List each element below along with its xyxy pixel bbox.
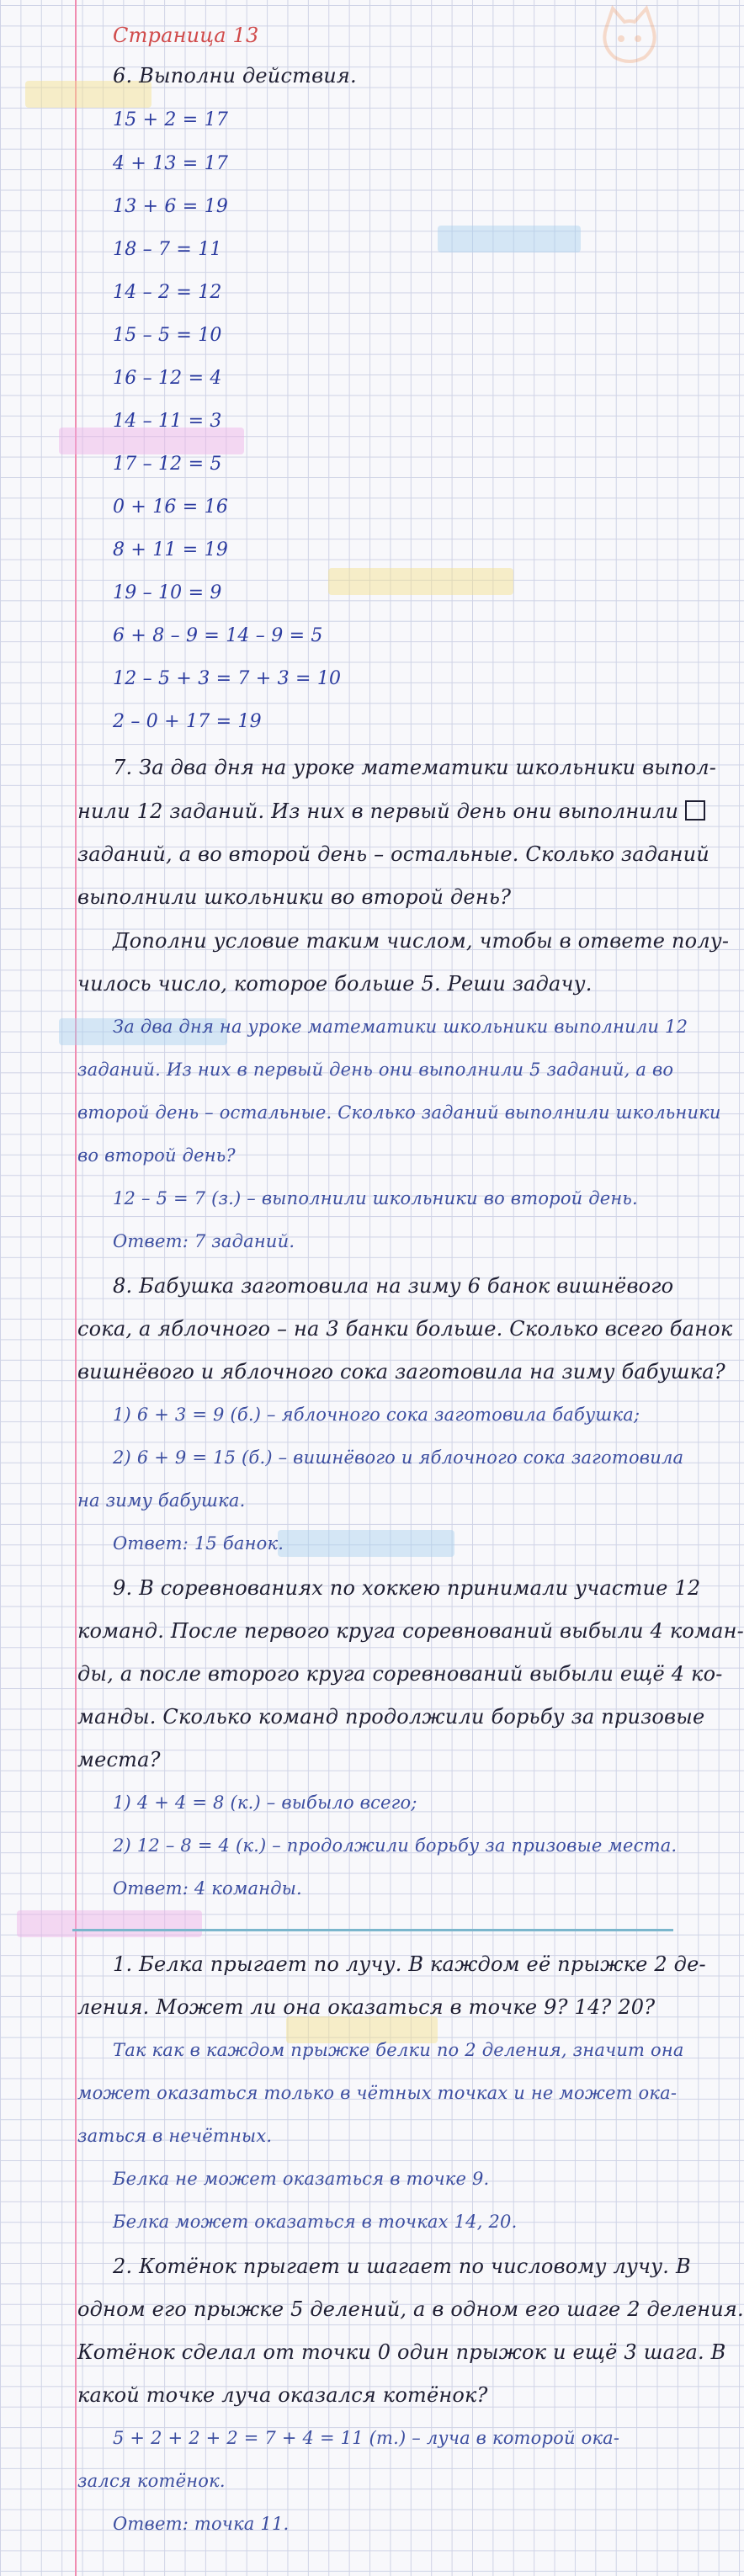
watermark-highlight bbox=[278, 1530, 454, 1557]
expression: 15 + 2 = 17 bbox=[113, 109, 229, 130]
section-2-task-2-text: одном его прыжке 5 делений, а в одном его шаге 2 деления. bbox=[77, 2297, 744, 2321]
task-8-step: на зиму бабушка. bbox=[77, 1490, 246, 1511]
section-2-task-1-solution: заться в нечётных. bbox=[77, 2126, 273, 2146]
section-divider bbox=[72, 1929, 673, 1931]
task-7-solution: во второй день? bbox=[77, 1145, 236, 1166]
answer-blank-box bbox=[685, 800, 705, 821]
expression: 12 – 5 + 3 = 7 + 3 = 10 bbox=[113, 668, 342, 689]
expression: 18 – 7 = 11 bbox=[113, 239, 222, 260]
task-8-step: 2) 6 + 9 = 15 (б.) – вишнёвого и яблочного сока заготовила bbox=[113, 1447, 684, 1468]
task-8-step: 1) 6 + 3 = 9 (б.) – яблочного сока заготовила бабушка; bbox=[113, 1405, 640, 1425]
task-8-answer: Ответ: 15 банок. bbox=[113, 1533, 284, 1554]
watermark-highlight bbox=[328, 568, 513, 595]
task-7-text: чилось число, которое больше 5. Реши задачу. bbox=[77, 972, 593, 996]
task-9-answer: Ответ: 4 команды. bbox=[113, 1878, 302, 1899]
section-2-task-1-conclusion: Белка может оказаться в точках 14, 20. bbox=[113, 2212, 518, 2232]
task-8-text: сока, а яблочного – на 3 банки больше. Сколько всего банок bbox=[77, 1317, 733, 1341]
section-2-task-2-text: 2. Котёнок прыгает и шагает по числовому лучу. В bbox=[113, 2255, 691, 2278]
section-2-task-1-solution: Так как в каждом прыжке белки по 2 деления, значит она bbox=[113, 2040, 684, 2060]
section-2-task-2-answer: Ответ: точка 11. bbox=[113, 2514, 290, 2534]
page-title: Страница 13 bbox=[113, 24, 259, 47]
section-2-task-2-solution: зался котёнок. bbox=[77, 2471, 226, 2491]
watermark-highlight bbox=[438, 226, 581, 252]
expression: 6 + 8 – 9 = 14 – 9 = 5 bbox=[113, 625, 323, 646]
task-8-text: вишнёвого и яблочного сока заготовила на зиму бабушка? bbox=[77, 1360, 725, 1384]
task-7-solution: За два дня на уроке математики школьники выполнили 12 bbox=[113, 1017, 688, 1037]
notebook-margin-line bbox=[75, 0, 77, 2576]
task-9-text: места? bbox=[77, 1748, 161, 1771]
task-9-text: команд. После первого круга соревнований выбыли 4 коман- bbox=[77, 1619, 744, 1643]
task-7-text: нили 12 заданий. Из них в первый день они выполнили bbox=[77, 799, 705, 823]
expression: 14 – 11 = 3 bbox=[113, 411, 222, 432]
task-7-text: 7. За два дня на уроке математики школьники выпол- bbox=[113, 756, 717, 779]
expression: 16 – 12 = 4 bbox=[113, 368, 222, 389]
task-7-text: выполнили школьники во второй день? bbox=[77, 885, 512, 909]
task-9-step: 1) 4 + 4 = 8 (к.) – выбыло всего; bbox=[113, 1793, 417, 1813]
task-8-text: 8. Бабушка заготовила на зиму 6 банок вишнёвого bbox=[113, 1274, 674, 1298]
section-2-task-2-solution: 5 + 2 + 2 + 2 = 7 + 4 = 11 (т.) – луча в которой ока- bbox=[113, 2428, 620, 2448]
task-6-heading: 6. Выполни действия. bbox=[113, 64, 357, 88]
section-2-task-2-text: Котёнок сделал от точки 0 один прыжок и ещё 3 шага. В bbox=[77, 2340, 726, 2364]
expression: 2 – 0 + 17 = 19 bbox=[113, 711, 262, 732]
expression: 0 + 16 = 16 bbox=[113, 497, 229, 518]
task-7-calculation: 12 – 5 = 7 (з.) – выполнили школьники во второй день. bbox=[113, 1188, 638, 1208]
section-2-task-1-solution: может оказаться только в чётных точках и не может ока- bbox=[77, 2083, 678, 2103]
task-9-text: ды, а после второго круга соревнований выбыли ещё 4 ко- bbox=[77, 1662, 723, 1686]
task-9-step: 2) 12 – 8 = 4 (к.) – продолжили борьбу за призовые места. bbox=[113, 1835, 678, 1856]
expression: 14 – 2 = 12 bbox=[113, 282, 222, 303]
expression: 8 + 11 = 19 bbox=[113, 539, 229, 560]
expression: 13 + 6 = 19 bbox=[113, 196, 229, 217]
section-2-task-1-conclusion: Белка не может оказаться в точке 9. bbox=[113, 2169, 490, 2189]
expression: 15 – 5 = 10 bbox=[113, 325, 222, 346]
task-7-solution: второй день – остальные. Сколько заданий выполнили школьники bbox=[77, 1102, 721, 1123]
task-7-text: заданий, а во второй день – остальные. Сколько заданий bbox=[77, 842, 709, 866]
cat-logo-icon bbox=[598, 3, 662, 67]
section-2-task-1-text: 1. Белка прыгает по лучу. В каждом её прыжке 2 де- bbox=[113, 1952, 706, 1976]
section-2-task-1-text: ления. Может ли она оказаться в точке 9? 14? 20? bbox=[77, 1995, 656, 2019]
task-7-solution: заданий. Из них в первый день они выполнили 5 заданий, а во bbox=[77, 1060, 674, 1080]
task-9-text: 9. В соревнованиях по хоккею принимали участие 12 bbox=[113, 1576, 701, 1600]
task-9-text: манды. Сколько команд продолжили борьбу за призовые bbox=[77, 1705, 705, 1729]
expression: 4 + 13 = 17 bbox=[113, 153, 229, 174]
expression: 17 – 12 = 5 bbox=[113, 454, 222, 475]
section-2-task-2-text: какой точке луча оказался котёнок? bbox=[77, 2383, 488, 2407]
task-7-answer: Ответ: 7 заданий. bbox=[113, 1231, 295, 1251]
task-7-text: Дополни условие таким числом, чтобы в ответе полу- bbox=[113, 929, 730, 953]
watermark-highlight bbox=[17, 1910, 202, 1937]
expression: 19 – 10 = 9 bbox=[113, 582, 222, 603]
